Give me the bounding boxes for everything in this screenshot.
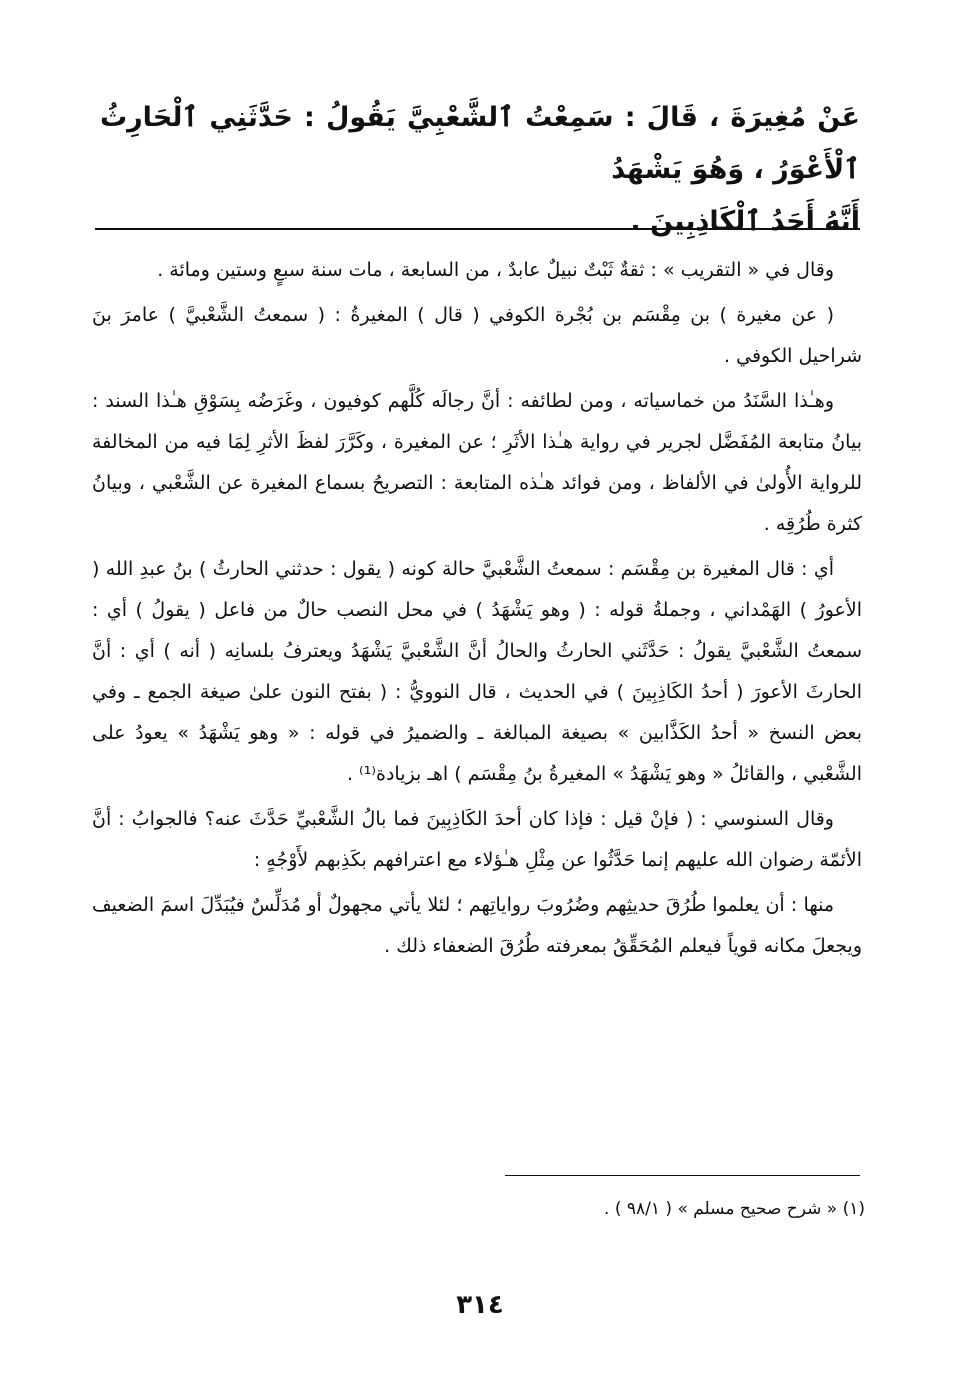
hadith-line: أَنَّهُ أَحَدُ ٱلْكَاذِبِينَ .	[630, 206, 860, 237]
hadith-text	[100, 92, 860, 248]
commentary-paragraph: وقال في « التقريب » : ثقةٌ ثَبْتٌ نبيلٌ عابدٌ ، من السابعة ، مات سنة سبعٍ وستين ومائة .	[157, 259, 834, 281]
commentary-paragraph: ( عن مغيرة ) بن مِقْسَم بن بُجْرة الكوفي ( قال ) المغيرةُ : ( سمعتُ الشَّعْبيَّ ) عامرَ بنَ شراحيل الكوفي .	[92, 304, 862, 367]
hadith-line: عَنْ مُغِيرَةَ ، قَالَ : سَمِعْتُ ٱلشَّعْبِيَّ يَقُولُ : حَدَّثَنِي ٱلْحَارِثُ ٱلْأَعْوَرُ ، وَهُوَ يَشْهَدُ	[100, 102, 860, 185]
page-number: ٣١٤	[456, 1290, 504, 1320]
commentary-paragraph: منها : أن يعلموا طُرُقَ حديثِهم وضُرُوبَ رواياتِهم ؛ لئلا يأتي مجهولٌ أو مُدَلِّسٌ فيُبَدِّلَ اسمَ الضعيف ويجعلَ مكانه قوياً فيعلم المُحَقِّقُ بمعرفته طُرُقَ الضعفاء ذلك .	[92, 894, 862, 957]
footnote	[300, 1195, 865, 1223]
commentary-paragraph: أي : قال المغيرة بن مِقْسَم : سمعتُ الشَّعْبيَّ حالة كونه ( يقول : حدثني الحارثُ ) بنُ عبدِ الله ( الأعورُ ) الهَمْداني ، وجملةُ قوله : ( وهو يَشْهَدُ ) في محل النصب حالٌ من فاعل ( يقولُ ) أي : سمعتُ الشَّعْبيَّ يقولُ : حَدَّثَني الحارثُ والحالُ أنَّ الشَّعْبيَّ يَشْهَدُ ويعترفُ بلسانِه ( أنه ) أي : أنَّ الحارثَ الأعورَ ( أحدُ الكَاذِبِينَ ) في الحديث ، قال النوويُّ : ( بفتح النون علىٰ صيغة الجمع ـ وفي بعض النسخ « أحدُ الكَذَّابين » بصيغة المبالغة ـ والضميرُ في قوله : « وهو يَشْهَدُ » يعودُ على الشَّعْبي ، والقائلُ « وهو يَشْهَدُ » المغيرةُ بنُ مِقْسَم ) اهـ بزيادة⁽¹⁾ .	[92, 558, 862, 785]
commentary-body	[92, 250, 862, 971]
footnote-text: (١) « شرح صحيح مسلم » ( ٩٨/١ ) .	[604, 1199, 865, 1219]
header-divider	[95, 228, 860, 230]
footnote-divider	[505, 1175, 860, 1176]
commentary-paragraph: وهـٰذا السَّنَدُ من خماسياته ، ومن لطائفه : أنَّ رجالَه كُلَّهم كوفيون ، وغَرَضُه بِسَوْقِ هـٰذا السند : بيانُ متابعة المُفَضَّل لجرير في رواية هـٰذا الأثَرِ ؛ عن المغيرة ، وكَرَّرَ لفظَ الأثرِ لِمَا فيه من المخالفة للرواية الأُولىٰ في الألفاظ ، ومن فوائد هـٰذه المتابعة : التصريحُ بسماع المغيرة عن الشَّعْبي ، وبيانُ كثرة طُرُقِه .	[92, 390, 862, 535]
commentary-paragraph: وقال السنوسي : ( فإنْ قيل : فإذا كان أحدَ الكَاذِبِينَ فما بالُ الشَّعْبيِّ حَدَّثَ عنه؟ فالجوابُ : أنَّ الأئمّة رضوان الله عليهم إنما حَدَّثُوا عن مِثْلِ هـٰؤلاء مع اعترافهم بكَذِبهم لأَوْجُهٍ :	[92, 808, 862, 871]
